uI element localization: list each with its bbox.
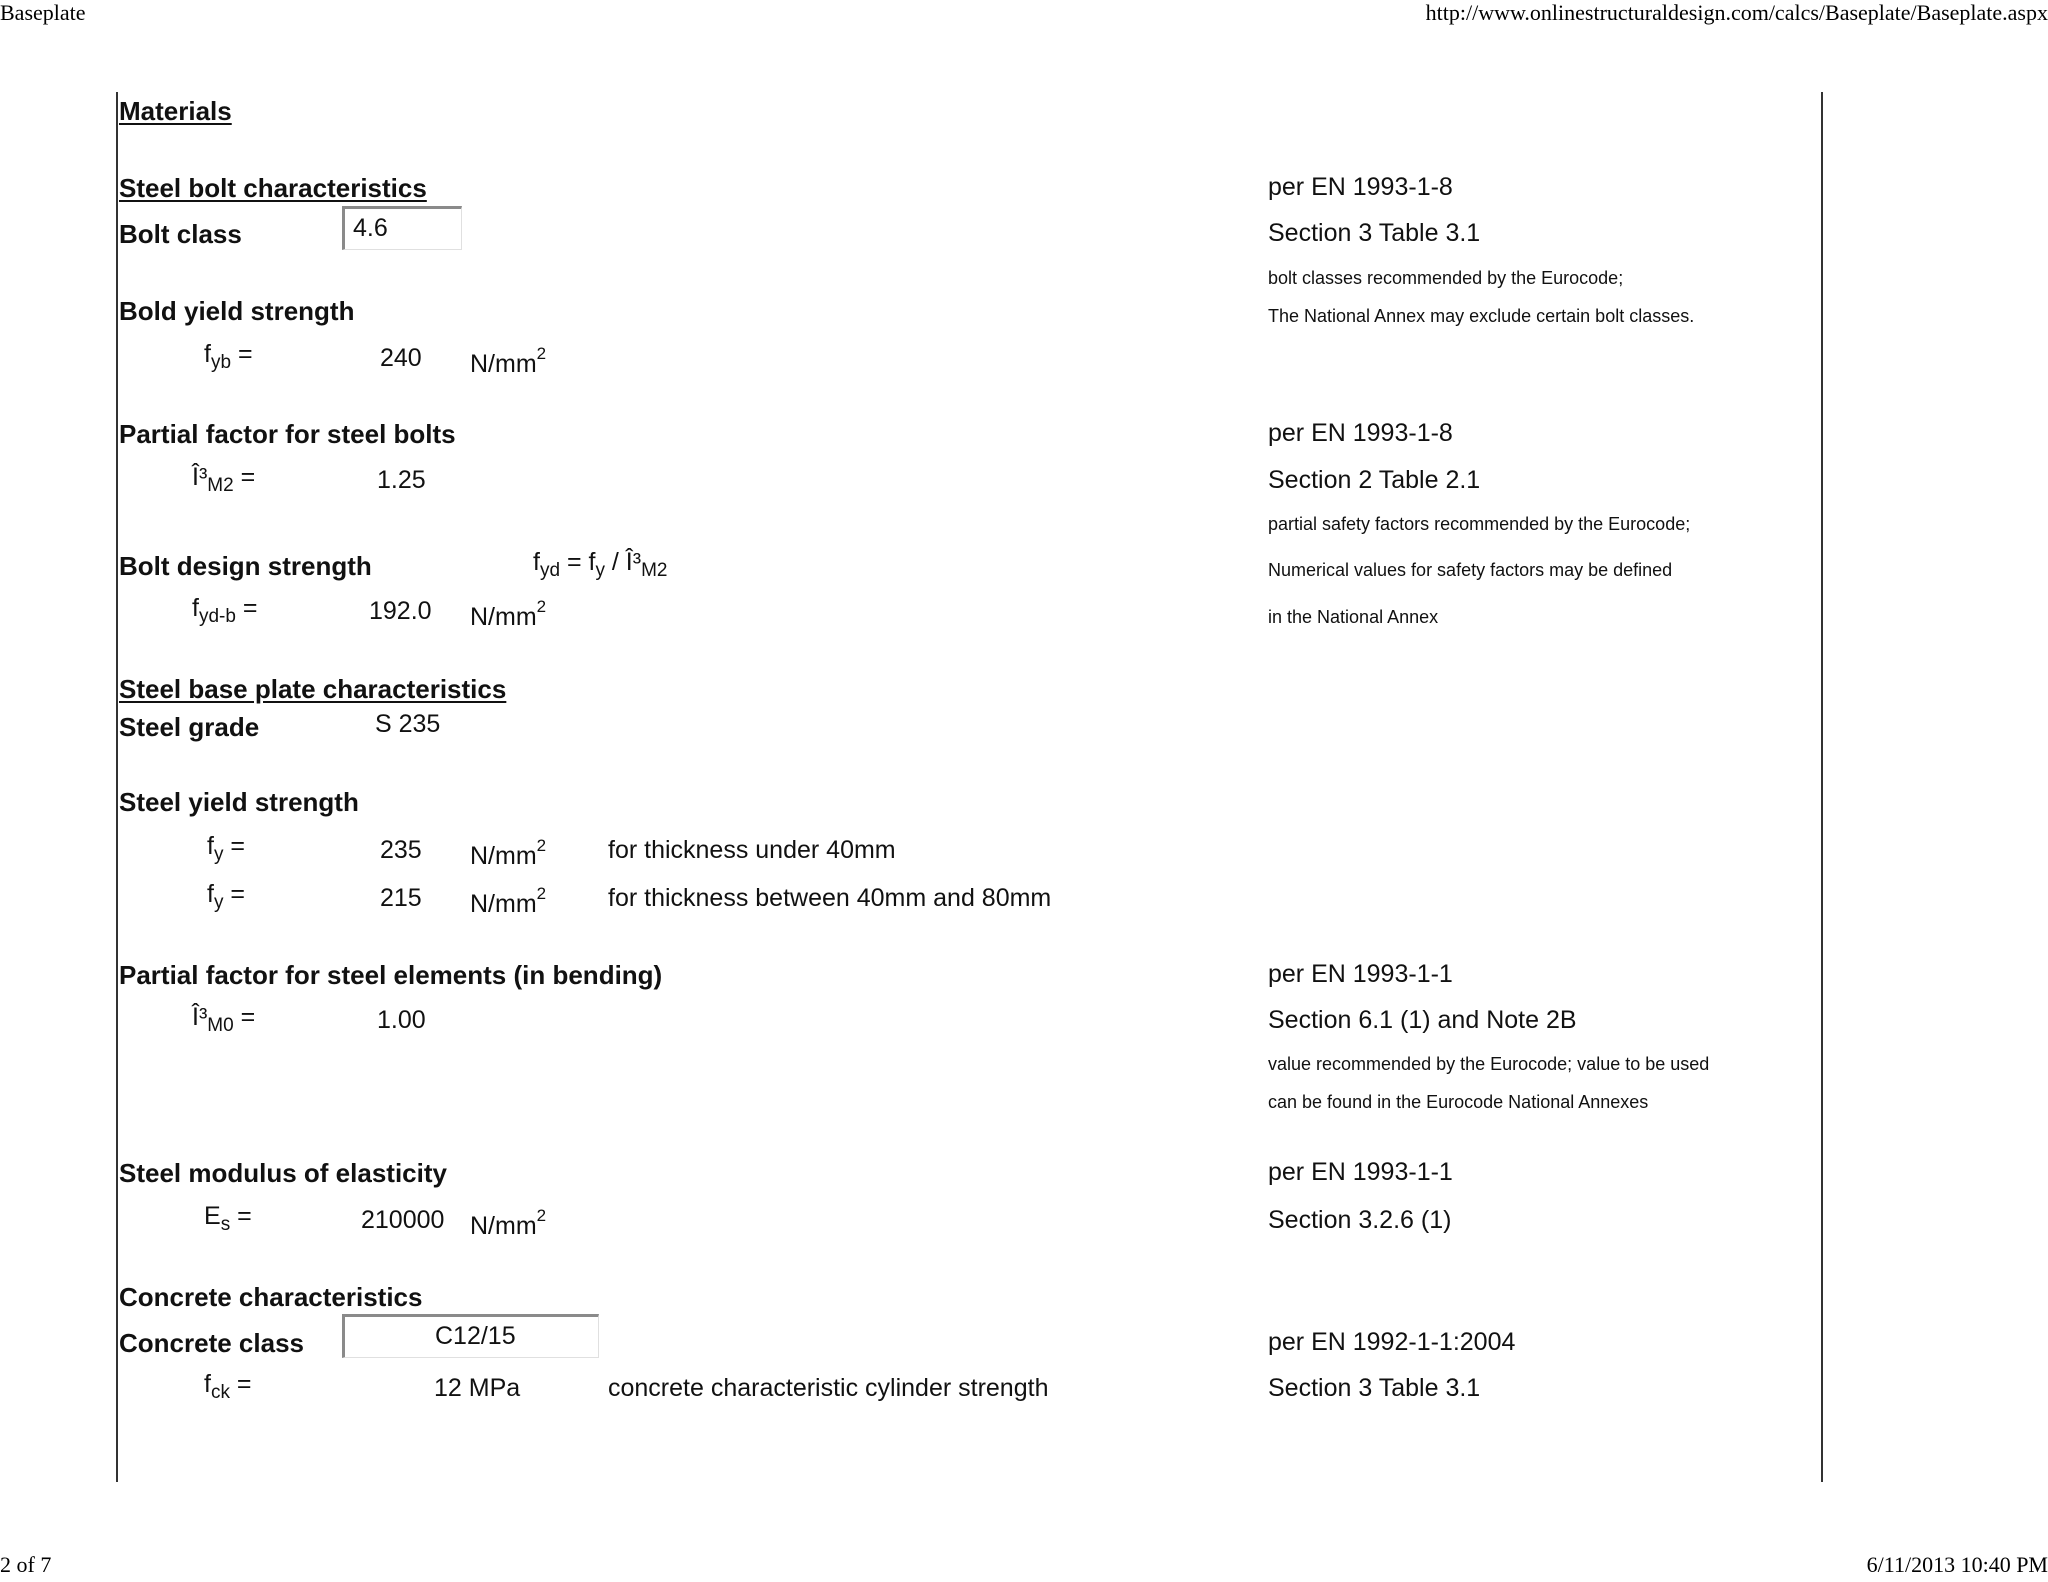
bolt-note-1: bolt classes recommended by the Eurocode; [1268,268,1624,288]
fydb-symbol: $f_{yd-b}$ = [192,594,258,627]
concrete-class-select[interactable]: C12/15 [342,1314,599,1358]
fy2-value: 215 [380,884,422,912]
bolt-partial-ref-en: per EN 1993-1-8 [1268,419,1453,447]
fyb-value: 240 [380,344,422,372]
plate-partial-note-2: can be found in the Eurocode National Annexes [1268,1092,1649,1112]
fck-value: 12 MPa [434,1374,521,1402]
section-title-materials: Materials [119,96,232,126]
subheading-concrete: Concrete characteristics [119,1282,423,1312]
concrete-class-label: Concrete class [119,1328,304,1358]
plate-partial-ref-section: Section 6.1 (1) and Note 2B [1268,1006,1577,1034]
fyb-symbol: $f_{yb}$ = [204,340,253,373]
bolt-partial-ref-table: Section 2 Table 2.1 [1268,466,1481,494]
subheading-base-plate: Steel base plate characteristics [119,674,507,704]
bolt-partial-label: Partial factor for steel bolts [119,419,456,449]
bolt-partial-note-3: in the National Annex [1268,607,1439,627]
gamma-m0-value: 1.00 [377,1006,426,1034]
modulus-label: Steel modulus of elasticity [119,1158,447,1188]
fyb-unit: $N/mm^2$ [470,344,547,378]
fy1-description: for thickness under 40mm [608,836,896,864]
plate-partial-label: Partial factor for steel elements (in bending) [119,960,663,990]
plate-partial-note-1: value recommended by the Eurocode; value to be used [1268,1054,1710,1074]
plate-partial-ref-en: per EN 1993-1-1 [1268,960,1453,988]
fydb-unit: $N/mm^2$ [470,597,547,631]
steel-grade-label: Steel grade [119,712,260,742]
fy1-unit: $N/mm^2$ [470,836,547,870]
bolt-partial-note-2: Numerical values for safety factors may be defined [1268,560,1673,580]
fy2-symbol: $f_y$ = [207,880,246,913]
steel-yield-label: Steel yield strength [119,787,359,817]
es-symbol: $E_s$ = [204,1202,252,1235]
concrete-ref-table: Section 3 Table 3.1 [1268,1374,1481,1402]
bolt-class-select[interactable]: 4.6 [342,206,462,250]
bolt-class-label: Bolt class [119,219,242,249]
bolt-yield-label: Bold yield strength [119,296,355,326]
right-border-line [1821,92,1823,1482]
page-title: Baseplate [0,0,86,25]
modulus-ref-section: Section 3.2.6 (1) [1268,1206,1452,1234]
bolt-ref-en: per EN 1993-1-8 [1268,173,1453,201]
fck-description: concrete characteristic cylinder strength [608,1374,1049,1402]
bolt-note-2: The National Annex may exclude certain bolt classes. [1268,306,1695,326]
subheading-bolt: Steel bolt characteristics [119,173,427,203]
print-datetime: 6/11/2013 10:40 PM [1866,1552,2048,1577]
es-value: 210000 [361,1206,445,1234]
bolt-partial-note-1: partial safety factors recommended by the Eurocode; [1268,514,1691,534]
gamma-m2-symbol: $Î^3_{M2}$ = [192,463,256,496]
fy1-value: 235 [380,836,422,864]
fy1-symbol: $f_y$ = [207,832,246,865]
fy2-unit: $N/mm^2$ [470,884,547,918]
page-number: 2 of 7 [0,1552,52,1577]
fck-symbol: $f_{ck}$ = [204,1370,252,1403]
fy2-description: for thickness between 40mm and 80mm [608,884,1052,912]
page-url: http://www.onlinestructuraldesign.com/calcs/Baseplate/Baseplate.aspx [1425,0,2048,25]
fydb-value: 192.0 [369,597,432,625]
bolt-design-formula: $f_{yd} = f_y$ / $Î^3_{M2}$ [533,548,668,581]
left-border-line [116,92,118,1482]
gamma-m2-value: 1.25 [377,466,426,494]
bolt-ref-table: Section 3 Table 3.1 [1268,219,1481,247]
modulus-ref-en: per EN 1993-1-1 [1268,1158,1453,1186]
es-unit: $N/mm^2$ [470,1206,547,1240]
steel-grade-value: S 235 [375,710,441,738]
gamma-m0-symbol: $Î^3_{M0}$ = [192,1003,256,1036]
concrete-ref-en: per EN 1992-1-1:2004 [1268,1328,1516,1356]
bolt-design-label: Bolt design strength [119,551,372,581]
